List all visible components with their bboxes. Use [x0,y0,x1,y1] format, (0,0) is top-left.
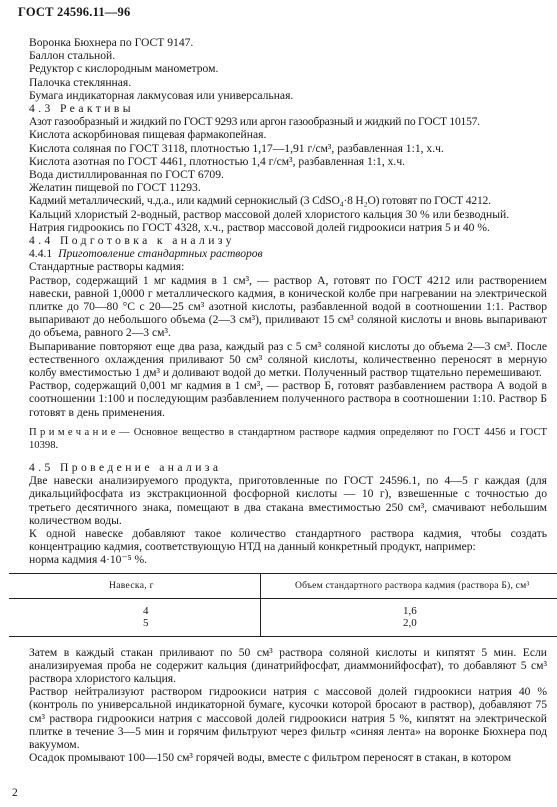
reagent-item: Кислота соляная по ГОСТ 3118, плотностью 1,17—1,91 г/см³, разбавленная 1:1, х.ч. [29,141,444,155]
subsection-number: 4.4.1 [29,247,53,261]
table-cell: 1,6 [403,604,417,617]
paragraph: Раствор нейтрализуют раствором гидроокиси натрия с массовой долей гидроокиси натрия 40 % (контроль по универсальной индикаторной бумаге, кусочки которой бросают в раствор), добавляют 75 см³ раствора гидроокиси натрия с массовой долей гидроокиси натрия 5 %, кипятят на электрической плитке в течение 3—5 мин и горячим фильтруют через фильтр «синяя лента» на воронке Бюхнера под вакуумом. [29,685,547,751]
page-content [29,36,547,764]
paragraph: Затем в каждый стакан приливают по 50 см³ раствора соляной кислоты и кипятят 5 мин. Если анализируемая проба не содержит кальция (динатрийфосфат, диаммонийфосфат), то добавляют 5 см³ раствора хлористого кальция. [29,645,547,685]
table-cell: 2,0 [403,616,417,629]
reagent-item: Азот газообразный и жидкий по ГОСТ 9293 или аргон газообразный и жидкий по ГОСТ 10157. [29,115,480,129]
paragraph: К одной навеске добавляют такое количество стандартного раствора кадмия, чтобы создать концентрацию кадмия, соответствующую НТД на данный конкретный продукт, например: [29,526,547,554]
paragraph: Стандартные растворы кадмия: [29,260,185,274]
reagent-item: Натрия гидроокись по ГОСТ 4328, х.ч., раствор массовой долей гидроокиси натрия 5 и 40 %. [29,220,490,234]
note-label: Примечание [29,426,119,438]
section-heading-preparation: 4.4 Подготовка к анализу [29,234,235,248]
note [29,426,547,452]
reagent-item: Желатин пищевой по ГОСТ 11293. [29,181,201,195]
subsection-title: Приготовление стандартных растворов [58,247,263,261]
paragraph: Раствор, содержащий 0,001 мг кадмия в 1 см³, — раствор Б, готовят разбавлением раствора А водой в соотношении 1:100 и последующим разбавлением полученного раствора в соотношении 1:10. Раствор Б готовят в день применения. [29,379,547,419]
reagent-item: Кислота аскорбиновая пищевая фармакопейная. [29,128,267,142]
paragraph: Осадок промывают 100—150 см³ горячей воды, вместе с фильтром переносят в стакан, в котором [29,751,512,765]
section-heading-reagents: 4.3 Реактивы [29,102,134,116]
paragraph: Раствор, содержащий 1 мг кадмия в 1 см³, — раствор А, готовят по ГОСТ 4212 или растворением навески, равной 1,0000 г металлического кадмия, в конической колбе при нагревании на электрической плитке до 70—80 °С с 20—25 см³ азотной кислоты, разбавленной водой в соотношении 1:1. Раствор выпаривают до небольшого объема (2—3 см³), приливают 15 см³ соляной кислоты и вновь выпаривают до объема, равного 2—3 см³. [29,273,547,340]
paragraph: Две навески анализируемого продукта, приготовленные по ГОСТ 24596.1, по 4—5 г каждая (для дикальцийфосфата из экстракционной фосфорной кислоты — 10 г), взвешенные с точностью до третьего десятичного знака, помещают в два стакана вместимостью 250 см³, смачивают небольшим количеством воды. [29,474,547,527]
section-heading-analysis: 4.5 Проведение анализа [29,460,222,474]
equipment-item: Бумага индикаторная лакмусовая или универсальная. [29,88,294,102]
note-text: — Основное вещество в стандартном растворе кадмия определяют по ГОСТ 4456 и ГОСТ 10398. [29,426,547,451]
reagent-item: Кислота азотная по ГОСТ 4461, плотностью 1,4 г/см³, разбавленная 1:1, х.ч. [29,154,406,168]
table-header-volume: Объем стандартного раствора кадмия (раствора Б), см³ [295,579,530,591]
page-number: 2 [12,787,18,799]
equipment-item: Воронка Бюхнера по ГОСТ 9147. [29,36,194,49]
equipment-item: Баллон стальной. [29,49,116,63]
reagent-item: Вода дистиллированная по ГОСТ 6709. [29,168,224,182]
subsection-heading [29,247,547,260]
equipment-item: Палочка стеклянная. [29,75,132,89]
paragraph: норма кадмия 4·10⁻⁵ %. [29,553,148,567]
table-cell: 5 [143,616,149,629]
reagent-item: Кадмий металлический, ч.д.а., или кадмий сернокислый (3 CdSO₄·8 H₂O) готовят по ГОСТ 4212. [29,194,491,208]
equipment-item: Редуктор с кислородным манометром. [29,62,219,76]
data-table [29,573,547,637]
paragraph: Выпаривание повторяют еще два раза, каждый раз с 5 см³ соляной кислоты до объема 2—3 см³. После естественного охлаждения приливают 50 см³ соляной кислоты, количественно переносят в мерную колбу вместимостью 1 дм³ и доливают водой до метки. Полученный раствор тщательно перемешивают. [29,339,547,380]
table-header-weight: Навеска, г [109,579,154,591]
table-cell: 4 [143,604,149,617]
page-header: ГОСТ 24596.11—96 [18,5,131,19]
reagent-item: Кальций хлористый 2-водный, раствор массовой долей хлористого кальция 30 % или безводный. [29,207,510,221]
